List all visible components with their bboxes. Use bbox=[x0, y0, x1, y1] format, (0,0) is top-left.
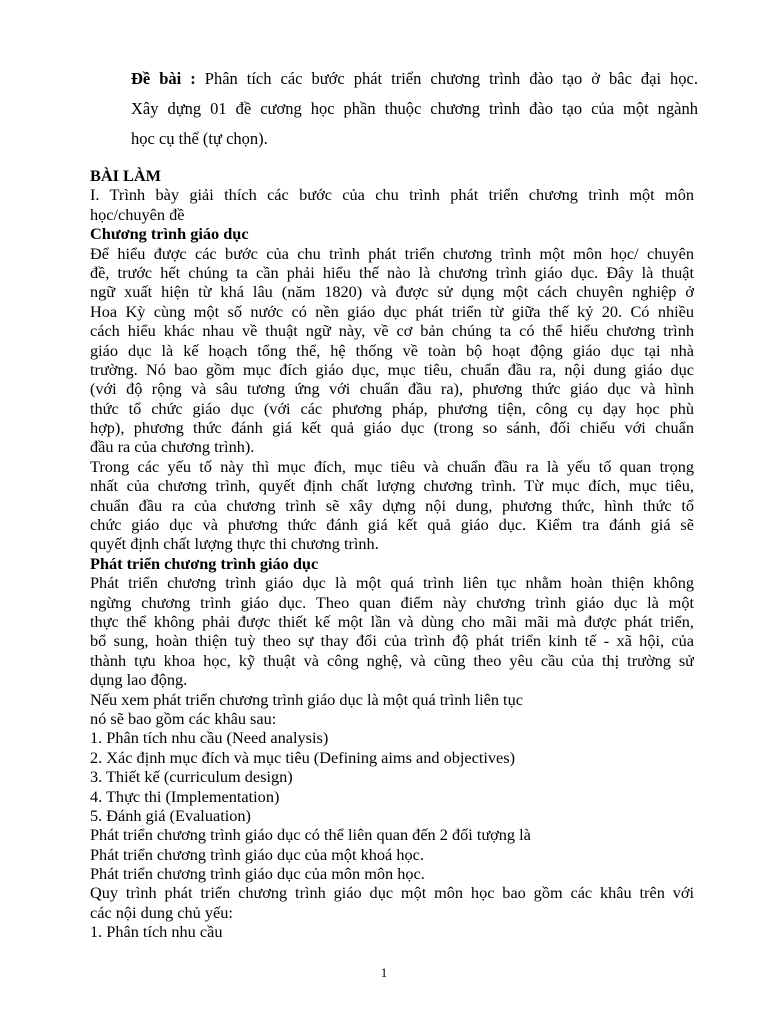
text-line: (với độ rộng và sâu tương ứng với chuẩn đầu ra), phương thức giáo dục và hình bbox=[90, 379, 694, 399]
text-line: dụng lao động. bbox=[90, 670, 188, 690]
heading-bai-lam: BÀI LÀM bbox=[90, 166, 162, 185]
assignment-label: Đề bài : bbox=[131, 69, 196, 88]
text-line: chuẩn đầu ra của chương trình sẽ xây dựng nội dung, phương thức, hình thức tổ bbox=[90, 495, 694, 515]
text-line: Để hiểu được các bước của chu trình phát triển chương trình một môn học/ chuyên bbox=[90, 243, 694, 263]
text-line: các nội dung chủ yếu: bbox=[90, 902, 233, 922]
text-line: Phát triển chương trình giáo dục của môn môn học. bbox=[90, 864, 425, 884]
text-line: I. Trình bày giải thích các bước của chu trình phát triển chương trình một môn bbox=[90, 185, 694, 205]
text-line: Phát triển chương trình giáo dục có thể liên quan đến 2 đối tượng là bbox=[90, 825, 531, 845]
text-line: trường. Nó bao gồm mục đích giáo dục, mục tiêu, chuẩn đầu ra, nội dung giáo dục bbox=[90, 359, 694, 379]
text-line: Phát triển chương trình giáo dục là một quá trình liên tục nhằm hoàn thiện không bbox=[90, 573, 694, 593]
assignment-line-3: học cụ thể (tự chọn). bbox=[131, 129, 268, 148]
text-line: Nếu xem phát triển chương trình giáo dục là một quá trình liên tục bbox=[90, 689, 523, 709]
text-line: hợp), phương thức đánh giá kết quả giáo dục (trong so sánh, đối chiếu với chuẩn bbox=[90, 418, 694, 438]
text-line: đề, trước hết chúng ta cần phải hiểu thế nào là chương trình giáo dục. Đây là thuật bbox=[90, 262, 694, 282]
text-line: thực thể không phải được thiết kế một lần và dùng cho mãi mãi mà được phát triển, bbox=[90, 611, 694, 631]
text-line: ngừng chương trình giáo dục. Theo quan điểm này chương trình giáo dục là một bbox=[90, 592, 694, 612]
assignment-line-2: Xây dựng 01 đề cương học phần thuộc chương trình đào tạo của một ngành bbox=[131, 99, 698, 118]
list-item: 4. Thực thi (Implementation) bbox=[90, 786, 280, 806]
text-line: thức tổ chức giáo dục (với các phương pháp, phương tiện, công cụ dạy học phù bbox=[90, 398, 694, 418]
text-line: nhất của chương trình, quyết định chất lượng chương trình. Từ mục đích, mục tiêu, bbox=[90, 476, 694, 496]
text-line: ngữ xuất hiện từ khá lâu (năm 1820) và được sử dụng một cách chuyên nghiệp ở bbox=[90, 282, 694, 302]
assignment-block bbox=[131, 64, 698, 154]
text-line: Hoa Kỳ cùng một số nước có nền giáo dục phát triển từ giữa thế kỷ 20. Có nhiều bbox=[90, 301, 694, 321]
page-number: 1 bbox=[380, 965, 388, 980]
text-line: học/chuyên đề bbox=[90, 204, 185, 224]
document-body bbox=[90, 166, 694, 942]
heading-phat-trien: Phát triển chương trình giáo dục bbox=[90, 553, 319, 573]
list-item: 1. Phân tích nhu cầu (Need analysis) bbox=[90, 728, 329, 748]
heading-chuong-trinh: Chương trình giáo dục bbox=[90, 224, 249, 244]
text-line: thành tựu khoa học, kỹ thuật và công nghệ, và cũng theo yêu cầu của thị trường sử bbox=[90, 650, 694, 670]
text-line: Phát triển chương trình giáo dục của một khoá học. bbox=[90, 844, 424, 864]
text-line: cách hiểu khác nhau về thuật ngữ này, về cơ bản chúng ta có thể hiểu chương trình bbox=[90, 321, 694, 341]
text-line: bổ sung, hoàn thiện tuỳ theo sự thay đổi của trình độ phát triển kinh tế - xã hội, của bbox=[90, 631, 694, 651]
text-line: giáo dục là kế hoạch tổng thể, hệ thống về toàn bộ hoạt động giáo dục tại nhà bbox=[90, 340, 694, 360]
text-line: quyết định chất lượng thực thi chương trình. bbox=[90, 534, 379, 554]
list-item: 5. Đánh giá (Evaluation) bbox=[90, 805, 251, 825]
assignment-text-1: Phân tích các bước phát triển chương trình đào tạo ở bâc đại học. bbox=[204, 69, 699, 88]
text-line: chức giáo dục và phương thức đánh giá kết quả giáo dục. Kiểm tra đánh giá sẽ bbox=[90, 515, 694, 535]
text-line: nó sẽ bao gồm các khâu sau: bbox=[90, 708, 277, 728]
assignment-line-1 bbox=[131, 64, 698, 94]
text-line: Quy trình phát triển chương trình giáo dục một môn học bao gồm các khâu trên với bbox=[90, 883, 694, 903]
list-item: 1. Phân tích nhu cầu bbox=[90, 922, 223, 942]
text-line: đầu ra của chương trình). bbox=[90, 437, 255, 457]
text-line: Trong các yếu tố này thì mục đích, mục tiêu và chuẩn đầu ra là yếu tố quan trọng bbox=[90, 456, 694, 476]
list-item: 2. Xác định mục đích và mục tiêu (Defining aims and objectives) bbox=[90, 747, 515, 767]
list-item: 3. Thiết kế (curriculum design) bbox=[90, 767, 293, 787]
